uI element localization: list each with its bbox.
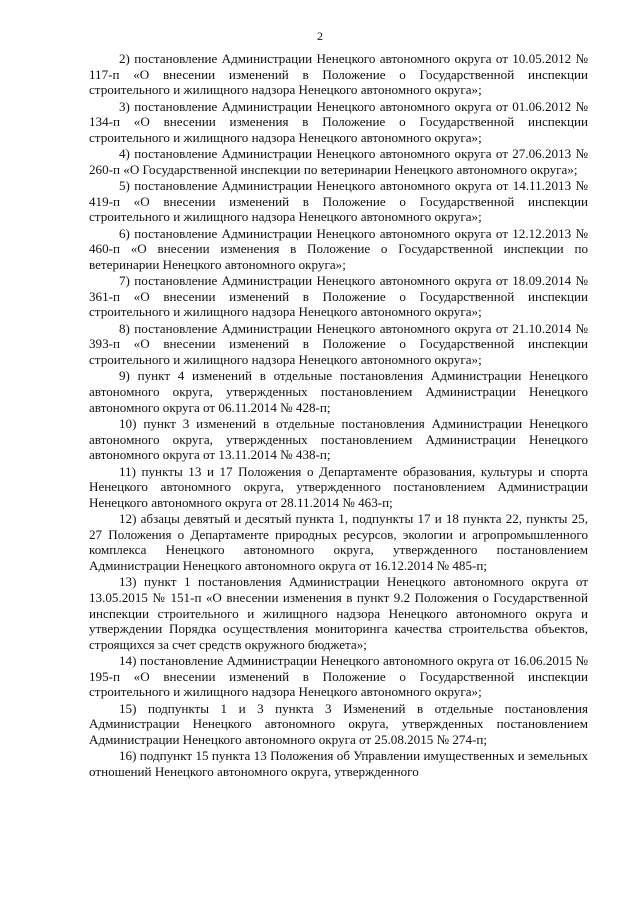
list-item-9: 9) пункт 4 изменений в отдельные постановления Администрации Ненецкого автономного округа, утвержденных постановлением Администрации Ненецкого автономного округа от 06.11.2014 № 428-п; (89, 368, 588, 415)
document-body (89, 51, 588, 780)
list-item-13: 13) пункт 1 постановления Администрации Ненецкого автономного округа от 13.05.2015 № 151-п «О внесении изменения в пункт 9.2 Положения о Государственной инспекции строительного и жилищного надзора Ненецкого автономного округа и утверждении Порядка осуществления мониторинга качества строительства объектов, строящихся за счет средств окружного бюджета»; (89, 574, 588, 652)
list-item-4: 4) постановление Администрации Ненецкого автономного округа от 27.06.2013 № 260-п «О Государственной инспекции по ветеринарии Ненецкого автономного округа»; (89, 146, 588, 177)
list-item-11: 11) пункты 13 и 17 Положения о Департаменте образования, культуры и спорта Ненецкого автономного округа, утвержденного постановлением Администрации Ненецкого автономного округа от 28.11.2014 № 463-п; (89, 463, 588, 510)
list-item-7: 7) постановление Администрации Ненецкого автономного округа от 18.09.2014 № 361-п «О внесении изменений в Положение о Государственной инспекции строительного и жилищного надзора Ненецкого автономного округа»; (89, 273, 588, 320)
list-item-15: 15) подпункты 1 и 3 пункта 3 Изменений в отдельные постановления Администрации Ненецкого автономного округа, утвержденных постановлением Администрации Ненецкого автономного округа от 25.08.2015 № 274-п; (89, 700, 588, 747)
page-number: 2 (317, 29, 323, 43)
list-item-10: 10) пункт 3 изменений в отдельные постановления Администрации Ненецкого автономного округа, утвержденных постановлением Администрации Ненецкого автономного округа от 13.11.2014 № 438-п; (89, 416, 588, 463)
list-item-6: 6) постановление Администрации Ненецкого автономного округа от 12.12.2013 № 460-п «О внесении изменения в Положение о Государственной инспекции по ветеринарии Ненецкого автономного округа»; (89, 225, 588, 272)
list-item-5: 5) постановление Администрации Ненецкого автономного округа от 14.11.2013 № 419-п «О внесении изменений в Положение о Государственной инспекции строительного и жилищного надзора Ненецкого автономного округа»; (89, 178, 588, 225)
list-item-2: 2) постановление Администрации Ненецкого автономного округа от 10.05.2012 № 117-п «О внесении изменений в Положение о Государственной инспекции строительного и жилищного надзора Ненецкого автономного округа»; (89, 51, 588, 98)
list-item-12: 12) абзацы девятый и десятый пункта 1, подпункты 17 и 18 пункта 22, пункты 25, 27 Положения о Департаменте природных ресурсов, экологии и агропромышленного комплекса Ненецкого автономного округа, утвержденного постановлением Администрации Ненецкого автономного округа от 16.12.2014 № 485-п; (89, 511, 588, 573)
list-item-16: 16) подпункт 15 пункта 13 Положения об Управлении имущественных и земельных отношений Ненецкого автономного округа, утвержденного (89, 748, 588, 779)
list-item-14: 14) постановление Администрации Ненецкого автономного округа от 16.06.2015 № 195-п «О внесении изменений в Положение о Государственной инспекции строительного и жилищного надзора Ненецкого автономного округа»; (89, 653, 588, 700)
list-item-8: 8) постановление Администрации Ненецкого автономного округа от 21.10.2014 № 393-п «О внесении изменений в Положение о Государственной инспекции строительного и жилищного надзора Ненецкого автономного округа»; (89, 320, 588, 368)
list-item-3: 3) постановление Администрации Ненецкого автономного округа от 01.06.2012 № 134-п «О внесении изменения в Положение о Государственной инспекции строительного и жилищного надзора Ненецкого автономного округа»; (89, 98, 588, 145)
